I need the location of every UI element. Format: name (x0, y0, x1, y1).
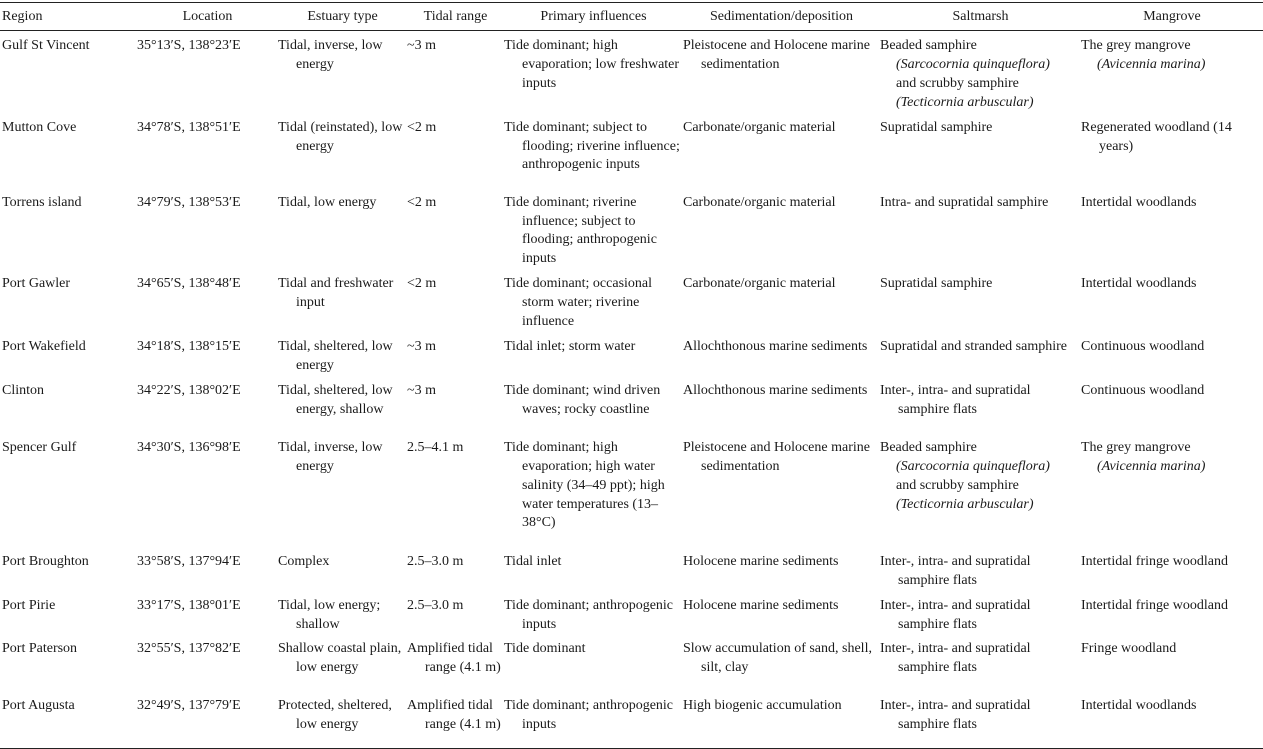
species-name: (Tecticornia arbuscular) (896, 496, 1034, 512)
cell-saltmarsh (880, 691, 1081, 749)
cell-estuary-type (278, 591, 407, 635)
estuary-text: Tidal, inverse, low energy (278, 38, 383, 72)
cell-estuary-type (278, 376, 407, 433)
cell-tidal-range (407, 691, 504, 749)
cell-influences (504, 269, 683, 332)
sedimentation-text: Pleistocene and Holocene marine sedimentation (683, 38, 870, 72)
influences-text: Tide dominant; anthropogenic inputs (504, 698, 674, 733)
header-sedimentation: Sedimentation/deposition (709, 9, 854, 24)
tidal-text: <2 m (407, 276, 437, 292)
location-text: 34°18′S, 138°15′E (137, 338, 241, 354)
table-row (0, 31, 1263, 113)
region-text: Port Paterson (2, 641, 78, 657)
cell-tidal-range (407, 433, 504, 547)
cell-location (137, 547, 278, 591)
cell-influences (504, 31, 683, 113)
cell-saltmarsh (880, 31, 1081, 113)
influences-text: Tide dominant; occasional storm water; riverine influence (504, 276, 653, 330)
location-text: 35°13′S, 138°23′E (137, 38, 241, 53)
cell-tidal-range (407, 269, 504, 332)
cell-saltmarsh (880, 113, 1081, 188)
estuary-text: Shallow coastal plain, low energy (278, 641, 402, 676)
mangrove-text: Regenerated woodland (14 years) (1081, 119, 1232, 154)
tidal-text: ~3 m (407, 38, 436, 53)
location-text: 33°17′S, 138°01′E (137, 597, 241, 613)
sedimentation-text: Holocene marine sediments (683, 553, 839, 569)
cell-saltmarsh (880, 332, 1081, 376)
cell-tidal-range (407, 188, 504, 270)
header-estuary-type: Estuary type (307, 9, 378, 24)
tidal-text: ~3 m (407, 382, 436, 398)
cell-region (0, 547, 137, 591)
cell-influences (504, 188, 683, 270)
cell-region (0, 31, 137, 113)
saltmarsh-text: Intra- and supratidal samphire (880, 194, 1049, 210)
location-text: 33°58′S, 137°94′E (137, 553, 241, 569)
region-text: Port Gawler (2, 276, 71, 292)
estuary-text: Tidal and freshwater input (278, 276, 394, 311)
cell-estuary-type (278, 269, 407, 332)
estuary-text: Tidal, sheltered, low energy (278, 338, 393, 373)
cell-sedimentation (683, 634, 880, 691)
cell-tidal-range (407, 31, 504, 113)
cell-influences (504, 591, 683, 635)
estuary-text: Complex (278, 553, 330, 569)
cell-region (0, 269, 137, 332)
location-text: 34°79′S, 138°53′E (137, 194, 241, 210)
cell-region (0, 113, 137, 188)
cell-tidal-range (407, 634, 504, 691)
saltmarsh-text: Supratidal and stranded samphire (880, 338, 1068, 354)
tidal-text: Amplified tidal range (4.1 m) (407, 698, 501, 733)
tidal-text: ~3 m (407, 338, 436, 354)
table-row (0, 691, 1263, 749)
cell-location (137, 269, 278, 332)
mangrove-text: Continuous woodland (1081, 338, 1205, 354)
estuary-text: Protected, sheltered, low energy (278, 698, 392, 733)
cell-saltmarsh (880, 269, 1081, 332)
species-name: (Sarcocornia quinqueflora) (896, 56, 1050, 72)
saltmarsh-text: Inter-, intra- and supratidal samphire flats (880, 698, 1031, 733)
cell-saltmarsh (880, 547, 1081, 591)
cell-sedimentation (683, 269, 880, 332)
cell-region (0, 332, 137, 376)
species-name: (Sarcocornia quinqueflora) (896, 458, 1050, 474)
mangrove-text: Fringe woodland (1081, 641, 1177, 657)
table-row (0, 433, 1263, 547)
header-region: Region (2, 9, 43, 24)
region-text: Clinton (2, 382, 45, 398)
sedimentation-text: Carbonate/organic material (683, 194, 836, 210)
cell-region (0, 433, 137, 547)
cell-sedimentation (683, 188, 880, 270)
influences-text: Tide dominant; riverine influence; subject to flooding; anthropogenic inputs (504, 194, 657, 267)
cell-location (137, 332, 278, 376)
sedimentation-text: Allochthonous marine sediments (683, 382, 868, 398)
cell-saltmarsh (880, 634, 1081, 691)
table-row (0, 547, 1263, 591)
cell-estuary-type (278, 31, 407, 113)
influences-text: Tide dominant; wind driven waves; rocky coastline (504, 382, 661, 417)
cell-mangrove (1081, 31, 1263, 113)
species-name: (Avicennia marina) (1097, 458, 1206, 474)
saltmarsh-text: Inter-, intra- and supratidal samphire flats (880, 641, 1031, 676)
mangrove-text: Intertidal woodlands (1081, 194, 1197, 210)
cell-sedimentation (683, 113, 880, 188)
influences-text: Tide dominant; anthropogenic inputs (504, 597, 674, 632)
region-text: Port Pirie (2, 597, 56, 613)
mangrove-text: Intertidal fringe woodland (1081, 597, 1228, 613)
cell-location (137, 376, 278, 433)
estuary-text: Tidal, sheltered, low energy, shallow (278, 382, 393, 417)
influences-text: Tide dominant; high evaporation; high water salinity (34–49 ppt); high water temperatures (13–38°C) (504, 439, 665, 531)
cell-influences (504, 332, 683, 376)
saltmarsh-text: Inter-, intra- and supratidal samphire flats (880, 553, 1031, 588)
cell-location (137, 31, 278, 113)
location-text: 32°55′S, 137°82′E (137, 641, 241, 657)
cell-saltmarsh (880, 188, 1081, 270)
table-row (0, 113, 1263, 188)
mangrove-text: Intertidal woodlands (1081, 276, 1197, 292)
location-text: 34°65′S, 138°48′E (137, 276, 241, 292)
region-text: Spencer Gulf (2, 439, 77, 455)
cell-tidal-range (407, 332, 504, 376)
sedimentation-text: Carbonate/organic material (683, 119, 836, 135)
header-mangrove: Mangrove (1143, 9, 1201, 24)
table-row (0, 591, 1263, 635)
header-tidal-range: Tidal range (423, 9, 488, 24)
cell-region (0, 376, 137, 433)
cell-estuary-type (278, 547, 407, 591)
cell-location (137, 113, 278, 188)
estuary-table (0, 2, 1263, 749)
cell-mangrove (1081, 188, 1263, 270)
estuary-text: Tidal, low energy; shallow (278, 597, 381, 632)
saltmarsh-text: Supratidal samphire (880, 276, 993, 292)
cell-location (137, 433, 278, 547)
cell-estuary-type (278, 113, 407, 188)
location-text: 34°78′S, 138°51′E (137, 119, 241, 135)
header-primary-influences: Primary influences (540, 9, 647, 24)
location-text: 34°22′S, 138°02′E (137, 382, 241, 398)
tidal-text: 2.5–3.0 m (407, 597, 464, 613)
location-text: 32°49′S, 137°79′E (137, 698, 241, 714)
influences-text: Tidal inlet; storm water (504, 338, 636, 354)
location-text: 34°30′S, 136°98′E (137, 439, 241, 455)
cell-sedimentation (683, 332, 880, 376)
estuary-text: Tidal, low energy (278, 194, 377, 210)
species-name: (Avicennia marina) (1097, 56, 1206, 72)
region-text: Mutton Cove (2, 119, 77, 135)
cell-sedimentation (683, 31, 880, 113)
saltmarsh-text: Beaded samphire (880, 38, 977, 53)
sedimentation-text: Carbonate/organic material (683, 276, 836, 292)
table-row (0, 376, 1263, 433)
cell-influences (504, 634, 683, 691)
cell-sedimentation (683, 433, 880, 547)
species-name: (Tecticornia arbuscular) (896, 94, 1034, 110)
sedimentation-text: Slow accumulation of sand, shell, silt, clay (683, 641, 872, 676)
cell-estuary-type (278, 691, 407, 749)
cell-estuary-type (278, 332, 407, 376)
saltmarsh-text: and scrubby samphire (896, 75, 1019, 91)
cell-sedimentation (683, 547, 880, 591)
mangrove-text: Intertidal fringe woodland (1081, 553, 1228, 569)
cell-location (137, 691, 278, 749)
sedimentation-text: Allochthonous marine sediments (683, 338, 868, 354)
sedimentation-text: High biogenic accumulation (683, 698, 842, 714)
cell-tidal-range (407, 376, 504, 433)
cell-location (137, 188, 278, 270)
cell-sedimentation (683, 691, 880, 749)
cell-mangrove (1081, 269, 1263, 332)
cell-saltmarsh (880, 433, 1081, 547)
region-text: Port Broughton (2, 553, 89, 569)
table-row (0, 269, 1263, 332)
saltmarsh-text: and scrubby samphire (896, 477, 1019, 493)
sedimentation-text: Holocene marine sediments (683, 597, 839, 613)
estuary-text: Tidal (reinstated), low energy (278, 119, 403, 154)
header-row (0, 3, 1263, 31)
mangrove-text: Intertidal woodlands (1081, 698, 1197, 714)
cell-mangrove (1081, 591, 1263, 635)
influences-text: Tide dominant; high evaporation; low freshwater inputs (504, 38, 680, 91)
table-body (0, 31, 1263, 749)
cell-region (0, 691, 137, 749)
mangrove-text: Continuous woodland (1081, 382, 1205, 398)
cell-mangrove (1081, 547, 1263, 591)
table-row (0, 332, 1263, 376)
cell-mangrove (1081, 332, 1263, 376)
cell-tidal-range (407, 547, 504, 591)
cell-region (0, 591, 137, 635)
cell-influences (504, 433, 683, 547)
saltmarsh-text: Beaded samphire (880, 439, 977, 455)
cell-saltmarsh (880, 376, 1081, 433)
tidal-text: <2 m (407, 119, 437, 135)
sedimentation-text: Pleistocene and Holocene marine sedimentation (683, 439, 870, 474)
region-text: Torrens island (2, 194, 82, 210)
header-saltmarsh: Saltmarsh (952, 9, 1009, 24)
table-header (0, 3, 1263, 31)
cell-location (137, 591, 278, 635)
influences-text: Tidal inlet (504, 553, 562, 569)
region-text: Port Augusta (2, 698, 75, 714)
estuary-text: Tidal, inverse, low energy (278, 439, 383, 474)
cell-mangrove (1081, 691, 1263, 749)
influences-text: Tide dominant (504, 641, 586, 657)
mangrove-text: The grey mangrove (1081, 439, 1191, 455)
cell-influences (504, 547, 683, 591)
cell-mangrove (1081, 113, 1263, 188)
cell-tidal-range (407, 591, 504, 635)
mangrove-text: The grey mangrove (1081, 38, 1191, 53)
header-location: Location (182, 9, 233, 24)
cell-saltmarsh (880, 591, 1081, 635)
cell-estuary-type (278, 188, 407, 270)
cell-influences (504, 691, 683, 749)
cell-estuary-type (278, 433, 407, 547)
tidal-text: Amplified tidal range (4.1 m) (407, 641, 501, 676)
cell-sedimentation (683, 376, 880, 433)
cell-sedimentation (683, 591, 880, 635)
cell-influences (504, 376, 683, 433)
saltmarsh-text: Supratidal samphire (880, 119, 993, 135)
region-text: Gulf St Vincent (2, 38, 90, 53)
cell-mangrove (1081, 433, 1263, 547)
cell-tidal-range (407, 113, 504, 188)
tidal-text: 2.5–4.1 m (407, 439, 464, 455)
cell-estuary-type (278, 634, 407, 691)
saltmarsh-text: Inter-, intra- and supratidal samphire flats (880, 382, 1031, 417)
cell-mangrove (1081, 634, 1263, 691)
tidal-text: <2 m (407, 194, 437, 210)
influences-text: Tide dominant; subject to flooding; riverine influence; anthropogenic inputs (504, 119, 680, 173)
cell-influences (504, 113, 683, 188)
cell-location (137, 634, 278, 691)
saltmarsh-text: Inter-, intra- and supratidal samphire flats (880, 597, 1031, 632)
tidal-text: 2.5–3.0 m (407, 553, 464, 569)
cell-region (0, 634, 137, 691)
table-row (0, 188, 1263, 270)
region-text: Port Wakefield (2, 338, 86, 354)
cell-region (0, 188, 137, 270)
cell-mangrove (1081, 376, 1263, 433)
table-row (0, 634, 1263, 691)
